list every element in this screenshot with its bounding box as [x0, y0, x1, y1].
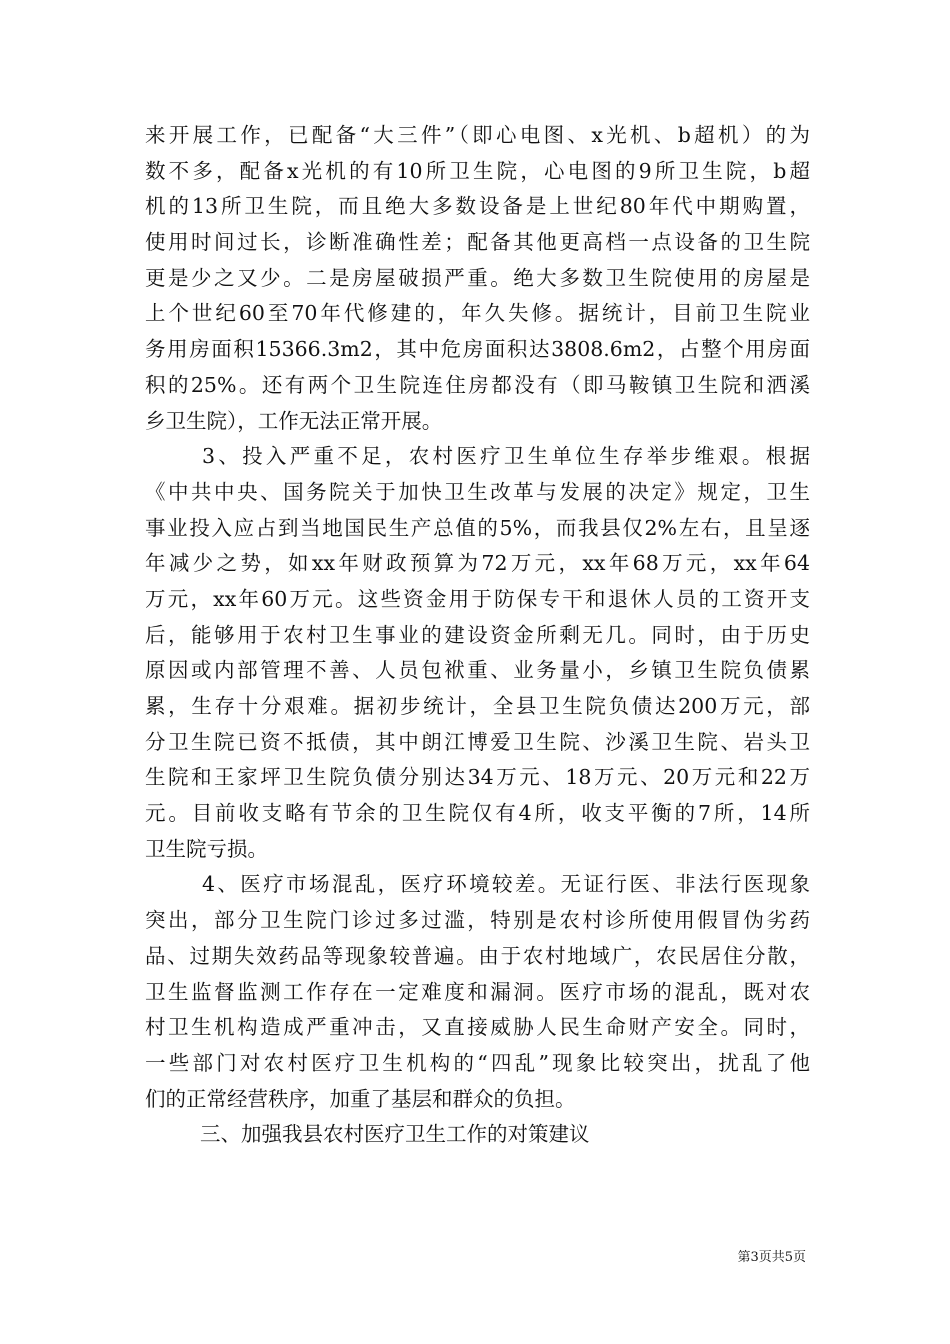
text-line: 们的正常经营秩序，加重了基层和群众的负担。: [145, 1086, 576, 1111]
text-line: 原因或内部管理不善、人员包袱重、业务量小，乡镇卫生院负债累: [145, 658, 810, 683]
text-line: 万元，xx年60万元。这些资金用于防保专干和退休人员的工资开支: [145, 586, 810, 611]
text-line: 分卫生院已资不抵债，其中朗江博爱卫生院、沙溪卫生院、岩头卫: [145, 729, 810, 754]
text-line: 上个世纪60至70年代修建的，年久失修。据统计，目前卫生院业: [145, 301, 810, 326]
document-body: [145, 118, 810, 1153]
text-line: 卫生院亏损。: [145, 836, 268, 861]
paragraph-investment-shortage: [145, 439, 810, 867]
section-heading: [145, 1117, 810, 1153]
text-line: 生院和王家坪卫生院负债分别达34万元、18万元、20万元和22万: [145, 765, 810, 790]
section-heading-text: 三、加强我县农村医疗卫生工作的对策建议: [200, 1122, 590, 1147]
text-line: 累，生存十分艰难。据初步统计，全县卫生院负债达200万元，部: [145, 694, 810, 718]
text-line: 一些部门对农村医疗卫生机构的“四乱”现象比较突出，扰乱了他: [145, 1050, 810, 1075]
text-line: 事业投入应占到当地国民生产总值的5%，而我县仅2%左右，且呈逐: [145, 515, 810, 540]
text-line: 后，能够用于农村卫生事业的建设资金所剩无几。同时，由于历史: [145, 622, 810, 647]
text-line: 来开展工作，已配备“大三件”（即心电图、x光机、b超机）的为: [145, 123, 810, 147]
text-line: 品、过期失效药品等现象较普遍。由于农村地域广，农民居住分散，: [145, 943, 810, 968]
text-line: 年减少之势，如xx年财政预算为72万元，xx年68万元，xx年64: [145, 551, 810, 576]
text-line: 突出，部分卫生院门诊过多过滥，特别是农村诊所使用假冒伪劣药: [145, 908, 810, 933]
text-line: 《中共中央、国务院关于加快卫生改革与发展的决定》规定，卫生: [145, 479, 810, 504]
page-footer: [0, 1248, 950, 1268]
page-number: 第3页共5页: [737, 1250, 806, 1265]
text-line: 务用房面积15366.3m2，其中危房面积达3808.6m2，占整个用房面: [145, 337, 810, 362]
text-line: 使用时间过长，诊断准确性差；配备其他更高档一点设备的卫生院: [145, 230, 810, 255]
text-line: 4、医疗市场混乱，医疗环境较差。无证行医、非法行医现象: [202, 872, 810, 897]
text-line: 元。目前收支略有节余的卫生院仅有4所，收支平衡的7所，14所: [145, 801, 810, 826]
text-line: 机的13所卫生院，而且绝大多数设备是上世纪80年代中期购置，: [145, 194, 810, 219]
text-line: 卫生监督监测工作存在一定难度和漏洞。医疗市场的混乱，既对农: [145, 979, 810, 1004]
text-line: 3、投入严重不足，农村医疗卫生单位生存举步维艰。根据: [202, 444, 810, 469]
paragraph-equipment-continuation: [145, 118, 810, 439]
paragraph-medical-market: [145, 867, 810, 1117]
text-line: 数不多，配备x光机的有10所卫生院，心电图的9所卫生院，b超: [145, 158, 810, 183]
text-line: 乡卫生院），工作无法正常开展。: [145, 408, 443, 433]
text-line: 村卫生机构造成严重冲击，又直接威胁人民生命财产安全。同时，: [145, 1015, 810, 1040]
text-line: 更是少之又少。二是房屋破损严重。绝大多数卫生院使用的房屋是: [145, 265, 810, 290]
text-line: 积的25%。还有两个卫生院连住房都没有（即马鞍镇卫生院和洒溪: [145, 372, 810, 397]
